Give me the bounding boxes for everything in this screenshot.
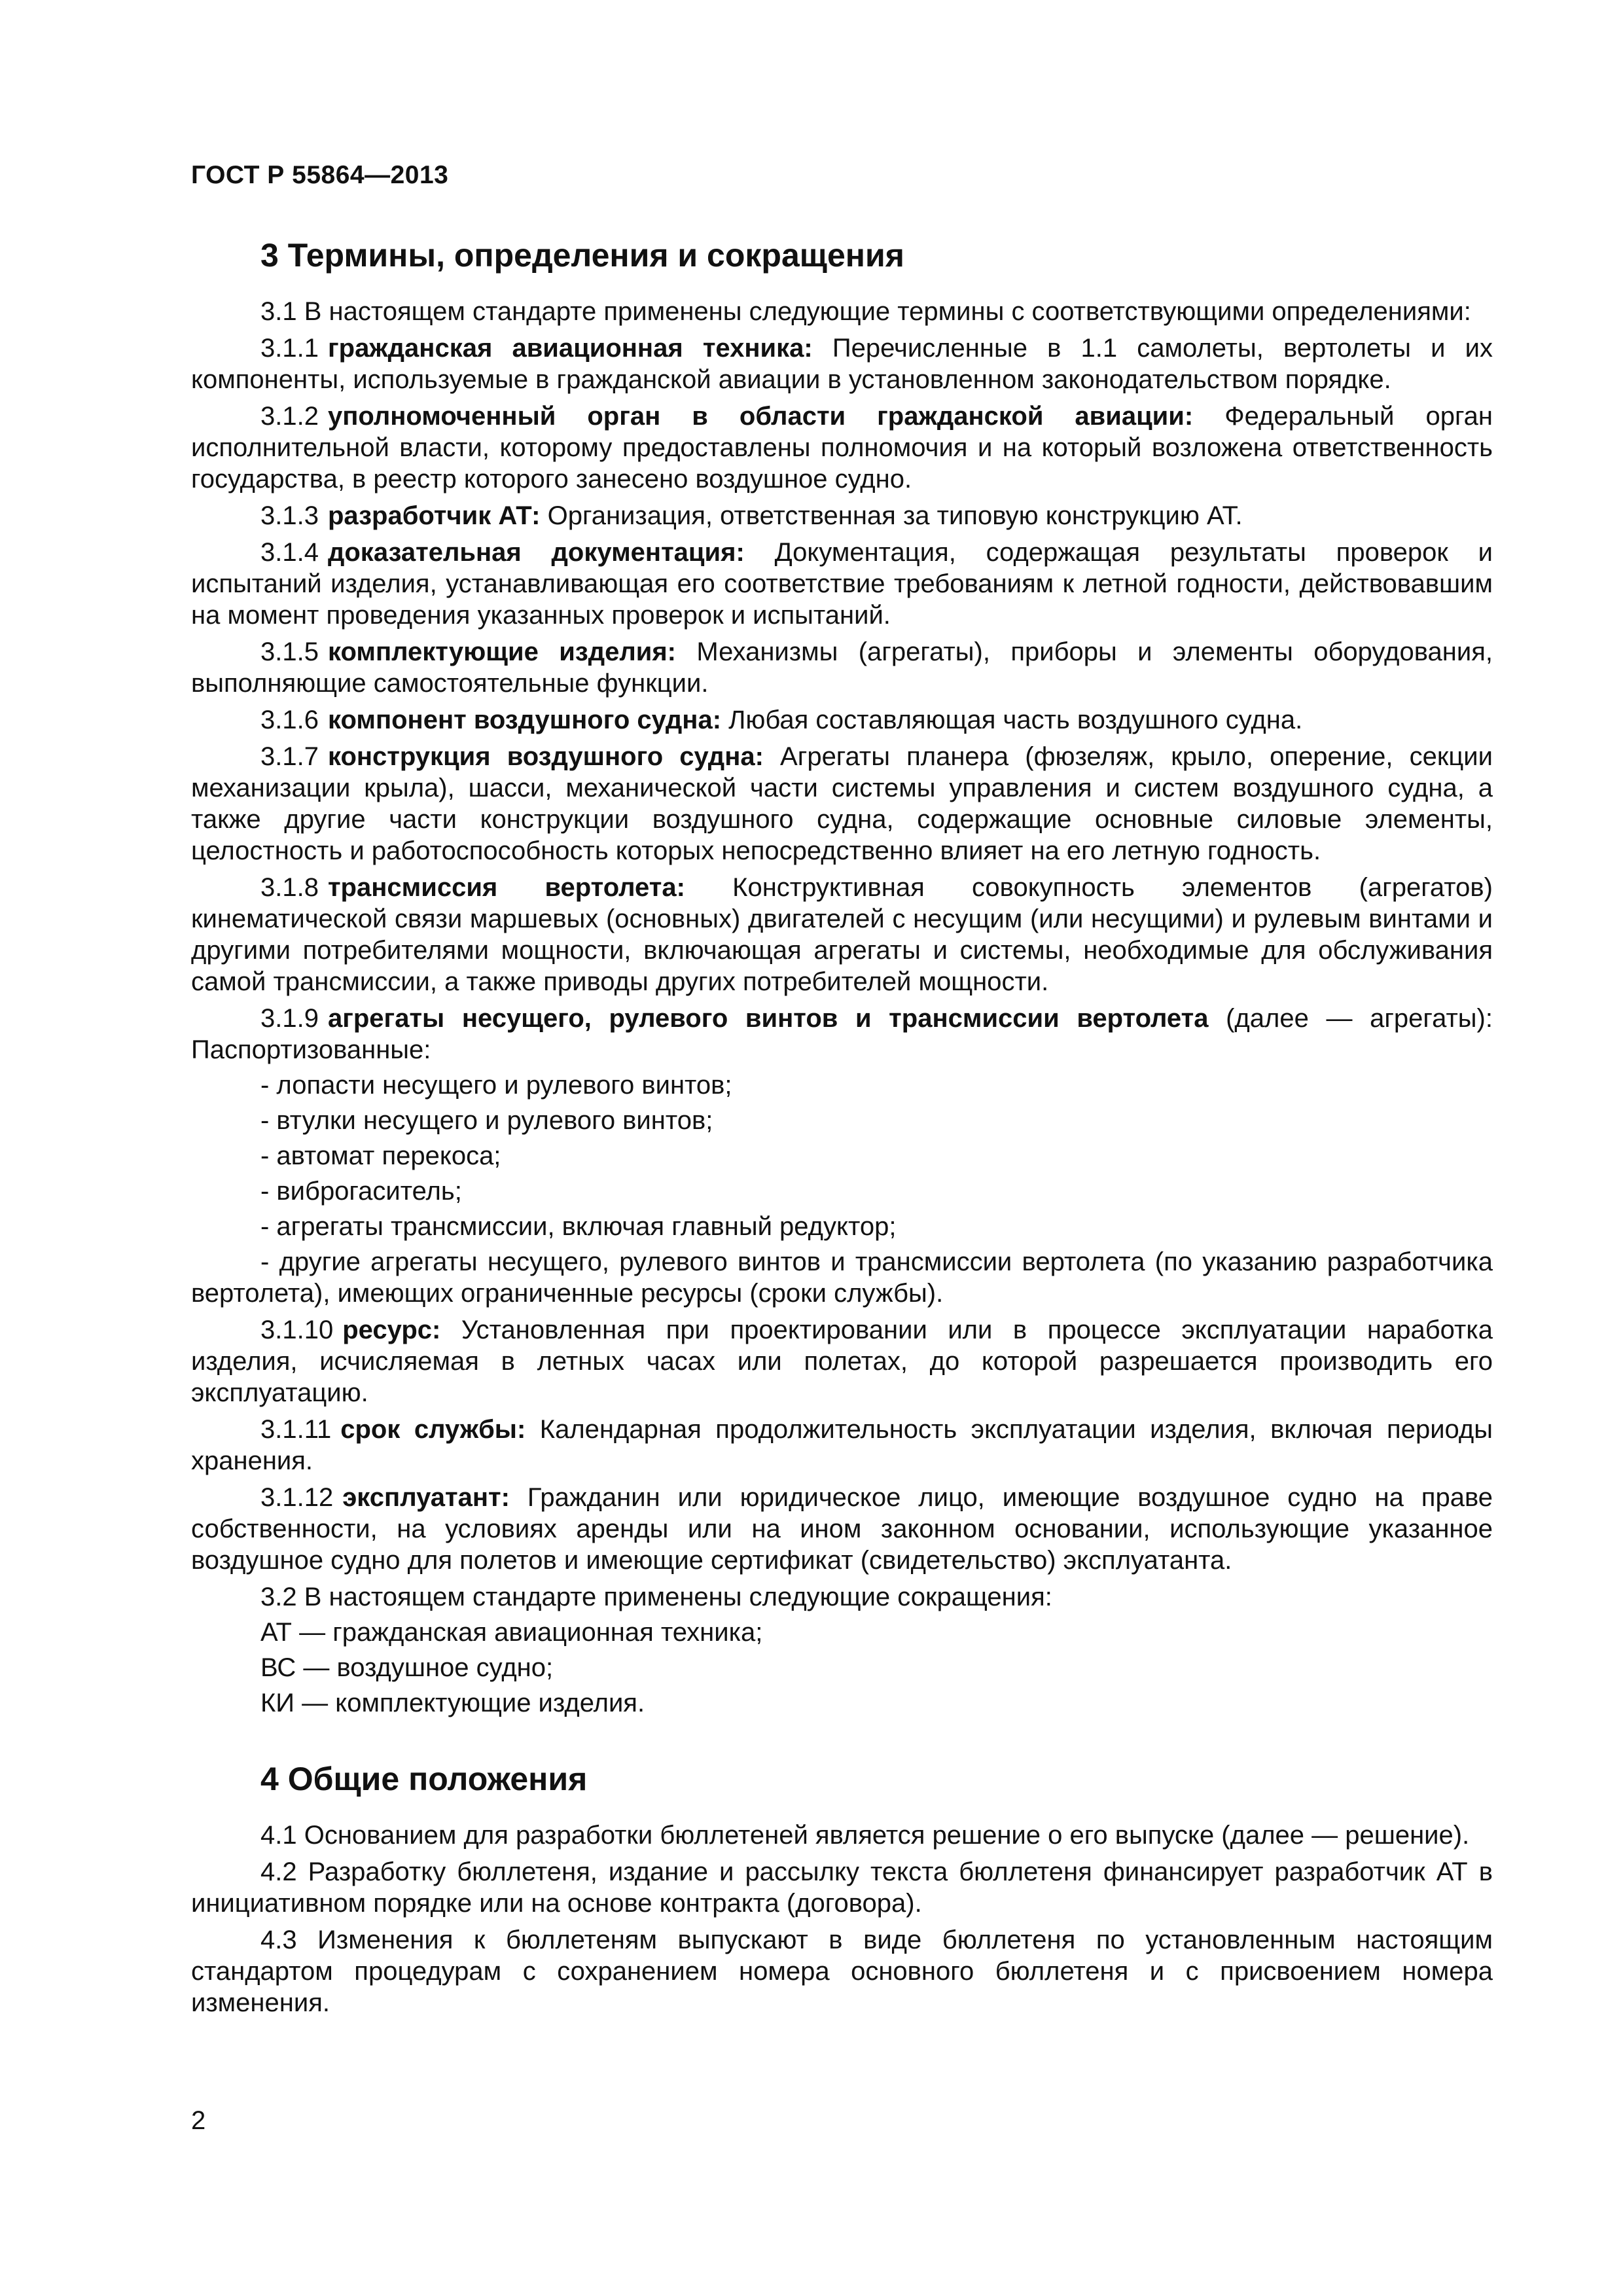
document-code: ГОСТ Р 55864—2013 xyxy=(191,161,449,189)
term-3-1-2 xyxy=(191,401,1493,495)
term-3-1-1 xyxy=(191,332,1493,395)
abbreviation-item: КИ — комплектующие изделия. xyxy=(260,1689,645,1717)
section-3-heading: 3 Термины, определения и сокращения xyxy=(260,237,904,274)
term-name: доказательная документация: xyxy=(327,538,745,567)
term-3-1-5 xyxy=(191,636,1493,699)
term-name: уполномоченный орган в области гражданской авиации: xyxy=(327,402,1194,431)
paragraph-4-1: 4.1 Основанием для разработки бюллетеней является решение о его выпуске (далее — решение). xyxy=(260,1821,1470,1850)
term-name: агрегаты несущего, рулевого винтов и трансмиссии вертолета xyxy=(327,1004,1209,1033)
term-definition: Организация, ответственная за типовую конструкцию АТ. xyxy=(547,501,1243,530)
units-list xyxy=(191,1069,1493,1309)
term-definition: Федеральный орган исполнительной власти, которому предоставлены полномочия и на который возложена ответственность государства, в реестр которого занесено воздушное судно. xyxy=(191,402,1493,493)
term-definition: Календарная продолжительность эксплуатации изделия, включая периоды хранения. xyxy=(191,1415,1493,1475)
term-name: срок службы: xyxy=(340,1415,526,1444)
section-4-heading: 4 Общие положения xyxy=(260,1761,588,1797)
term-3-1-12 xyxy=(191,1482,1493,1576)
term-3-1-6 xyxy=(191,704,1493,736)
term-definition: Агрегаты планера (фюзеляж, крыло, оперение, секции механизации крыла), шасси, механической части системы управления и систем воздушного судна, а также другие части конструкции воздушного судна, содержащие основные силовые элементы, целостность и работоспособность которых непосредственно влияет на его летную годность. xyxy=(191,742,1493,865)
term-definition: (далее — агрегаты): Паспортизованные: xyxy=(191,1004,1493,1064)
abbreviation-item: АТ — гражданская авиационная техника; xyxy=(260,1618,763,1647)
paragraph-4-2: 4.2 Разработку бюллетеня, издание и рассылку текста бюллетеня финансирует разработчик АТ в инициативном порядке или на основе контракта (договора). xyxy=(191,1857,1493,1918)
term-number: 3.1.12 xyxy=(260,1483,334,1512)
term-number: 3.1.9 xyxy=(260,1004,319,1033)
term-3-1-9 xyxy=(191,1003,1493,1066)
list-item: - втулки несущего и рулевого винтов; xyxy=(260,1106,713,1135)
list-item: - лопасти несущего и рулевого винтов; xyxy=(260,1071,732,1100)
term-name: трансмиссия вертолета: xyxy=(327,873,685,902)
term-number: 3.1.5 xyxy=(260,637,319,666)
term-number: 3.1.6 xyxy=(260,706,319,734)
term-3-1-3 xyxy=(191,500,1493,531)
terms-list-1 xyxy=(191,332,1493,997)
term-number: 3.1.3 xyxy=(260,501,319,530)
list-item: - агрегаты трансмиссии, включая главный редуктор; xyxy=(260,1212,897,1241)
term-definition: Гражданин или юридическое лицо, имеющие воздушное судно на праве собственности, на условиях аренды или на ином законном основании, использующие указанное воздушное судно для полетов и имеющие сертификат (свидетельство) эксплуатанта. xyxy=(191,1483,1493,1575)
term-name: комплектующие изделия: xyxy=(327,637,676,666)
paragraph-4-3: 4.3 Изменения к бюллетеням выпускают в виде бюллетеня по установленным настоящим стандартом процедурам с сохранением номера основного бюллетеня и с присвоением номера изменения. xyxy=(191,1926,1493,2017)
terms-list-2 xyxy=(191,1314,1493,1576)
term-number: 3.1.1 xyxy=(260,334,319,363)
term-3-1-8 xyxy=(191,872,1493,997)
paragraph-3-2: 3.2 В настоящем стандарте применены следующие сокращения: xyxy=(260,1583,1052,1611)
term-number: 3.1.2 xyxy=(260,402,319,431)
term-name: компонент воздушного судна: xyxy=(327,706,722,734)
term-number: 3.1.7 xyxy=(260,742,319,771)
abbreviation-item: ВС — воздушное судно; xyxy=(260,1653,554,1682)
term-definition: Установленная при проектировании или в процессе эксплуатации наработка изделия, исчисляемая в летных часах или полетах, до которой разрешается производить его эксплуатацию. xyxy=(191,1316,1493,1407)
term-definition: Механизмы (агрегаты), приборы и элементы оборудования, выполняющие самостоятельные функции. xyxy=(191,637,1493,698)
page-number: 2 xyxy=(191,2106,206,2135)
term-number: 3.1.8 xyxy=(260,873,319,902)
term-name: гражданская авиационная техника: xyxy=(327,334,813,363)
paragraph-3-1: 3.1 В настоящем стандарте применены следующие термины с соответствующими определениями: xyxy=(260,297,1471,326)
term-3-1-7 xyxy=(191,741,1493,867)
term-definition: Перечисленные в 1.1 самолеты, вертолеты и их компоненты, используемые в гражданской авиации в установленном законодательством порядке. xyxy=(191,334,1493,394)
term-3-1-10 xyxy=(191,1314,1493,1408)
list-item: - другие агрегаты несущего, рулевого винтов и трансмиссии вертолета (по указанию разработчика вертолета), имеющих ограниченные ресурсы (сроки службы). xyxy=(191,1247,1493,1308)
term-name: эксплуатант: xyxy=(342,1483,510,1512)
term-definition: Конструктивная совокупность элементов (агрегатов) кинематической связи маршевых (основных) двигателей с несущим (или несущими) и рулевым винтами и другими потребителями мощности, включающая агрегаты и системы, необходимые для обслуживания самой трансмиссии, а также приводы других потребителей мощности. xyxy=(191,873,1493,996)
list-item: - автомат перекоса; xyxy=(260,1141,501,1170)
term-3-1-11 xyxy=(191,1414,1493,1477)
term-number: 3.1.4 xyxy=(260,538,319,567)
term-name: разработчик АТ: xyxy=(327,501,541,530)
term-name: конструкция воздушного судна: xyxy=(327,742,764,771)
document-body xyxy=(191,236,1493,2024)
list-item: - виброгаситель; xyxy=(260,1177,462,1206)
term-3-1-4 xyxy=(191,537,1493,631)
abbreviations-list xyxy=(191,1617,1493,1719)
term-name: ресурс: xyxy=(342,1316,441,1344)
term-number: 3.1.11 xyxy=(260,1415,332,1444)
term-number: 3.1.10 xyxy=(260,1316,334,1344)
term-definition: Любая составляющая часть воздушного судна. xyxy=(728,706,1303,734)
term-definition: Документация, содержащая результаты проверок и испытаний изделия, устанавливающая его соответствие требованиям к летной годности, действовавшим на момент проведения указанных проверок и испытаний. xyxy=(191,538,1493,630)
